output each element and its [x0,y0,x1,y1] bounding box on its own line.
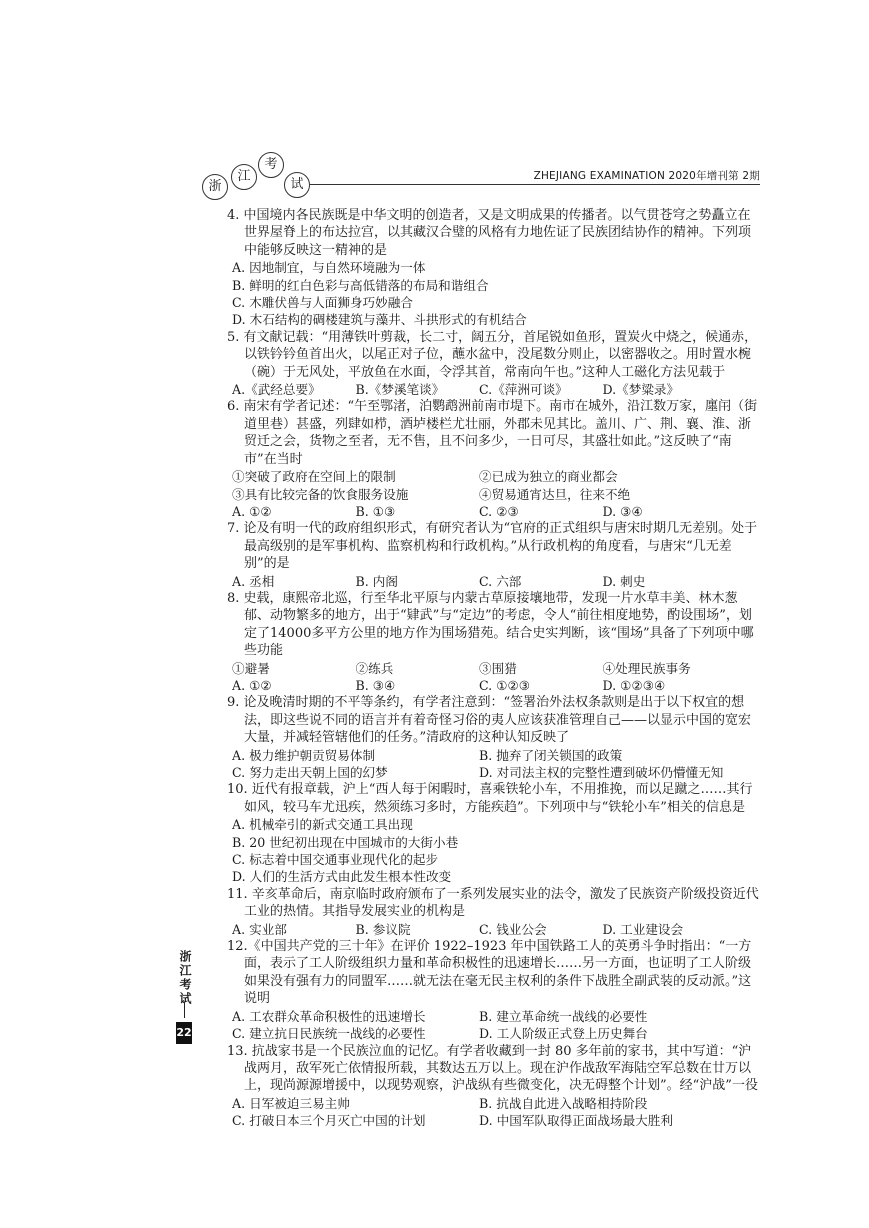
option-row [227,677,763,694]
answer-option: B. 鲜明的红白色彩与高低错落的布局和谐组合 [232,277,489,293]
answer-option: D. 工人阶级正式登上历史舞台 [479,1026,648,1042]
question-11 [227,886,763,938]
answer-option: D. 刺史 [602,573,646,589]
statement-item: ①避暑 [232,660,270,676]
answer-option: D. 中国军队取得正面战场最大胜利 [479,1113,673,1129]
answer-option: C.《萍洲可谈》 [479,382,568,398]
question-stem: 8. 史载，康熙帝北巡，行至华北平原与内蒙古草原接壤地带，发现一片水草丰美、林木葱郁、动物繁多的地方，出于“肄武”与“定边”的考虑，令人“前往相度地势，酌设围场”，划定了14000多平方公里的地方作为围场猎苑。结合史实判断，该“围场”具备了下列项中哪些功能 [227,590,754,659]
answer-option: B. 建立革命统一战线的必要性 [479,1008,648,1024]
answer-option: D. ①②③④ [602,677,666,693]
answer-option: C. 努力走出天朝上国的幻梦 [232,765,388,780]
answer-option: A.《武经总要》 [232,382,321,398]
question-stem: 7. 论及有明一代的政府组织形式，有研究者认为“官府的正式组织与唐宋时期几无差别。处于最高级别的是军事机构、监察机构和行政机构。”从行政机构的角度看，与唐宋“几无差别”的是 [227,521,758,572]
option-row [227,747,763,764]
answer-option: C. ①②③ [479,677,531,693]
answer-option: B. ①③ [355,503,396,519]
question-stem: 5. 有文献记载：“用薄铁叶剪裁，长二寸，阔五分，首尾锐如鱼形，置炭火中烧之，候通赤，以铁钤钤鱼首出火，以尾正对子位，蘸水盆中，没尾数分则止，以密器收之。用时置水椀（碗）于无风处，平放鱼在水面，令浮其首，常南向午也。”这种人工磁化方法见载于 [227,329,758,380]
answer-option: A. ①② [232,503,272,519]
option-row [227,921,763,938]
option-row [227,764,763,781]
header-rule [310,184,760,185]
answer-option: D. 对司法主权的完整性遭到破坏仍懵懂无知 [479,765,724,780]
option-row [227,1008,763,1025]
journal-logo [200,157,320,202]
answer-option: A. ①② [232,677,272,693]
answer-option: D. 木石结构的碉楼建筑与藻井、斗拱形式的有机结合 [232,312,527,328]
answer-option: B. 抗战自此进入战略相持阶段 [479,1095,648,1111]
question-4 [227,207,763,329]
statement-item: ③具有比较完备的饮食服务设施 [232,486,409,502]
question-stem: 12.《中国共产党的三十年》在评价 1922–1923 年中国铁路工人的英勇斗争时指出：“一方面，表示了工人阶级组织力量和革命积极性的迅速增长……另一方面，也证明了工人阶级如果没有强有力的同盟军……就无法在毫无民主权利的条件下战胜全副武装的反动派。”这说明 [227,939,752,1007]
answer-option: C. 六部 [479,573,522,589]
statement-row [227,468,763,485]
answer-option: C. ②③ [479,503,519,519]
answer-option: D. 工业建设会 [602,921,684,937]
option-row [227,573,763,590]
question-12 [227,938,763,1042]
option-row [227,1095,763,1112]
option-row [227,503,763,520]
logo-seal-2: 江 [231,164,257,190]
logo-seal-3: 考 [258,152,284,178]
answer-option: B. 参议院 [355,921,411,937]
answer-option: A. 极力维护朝贡贸易体制 [232,747,376,763]
answer-option: C. 木雕伏兽与人面狮身巧妙融合 [232,295,413,311]
answer-option: D. ③④ [602,503,643,519]
page-number: 22 [176,1022,192,1044]
answer-option: C. 打破日本三个月灭亡中国的计划 [232,1113,426,1129]
question-8 [227,590,763,694]
question-list [227,207,763,1130]
statement-item: ③围猎 [479,660,517,676]
question-10 [227,781,763,885]
answer-option: B.《梦溪笔谈》 [355,382,445,398]
question-5 [227,329,763,399]
statement-item: ②已成为独立的商业都会 [479,469,618,485]
statement-row [227,660,763,677]
question-stem: 11. 辛亥革命后，南京临时政府颁布了一系列发展实业的法令，激发了民族资产阶级投资近代工业的热情。其指导发展实业的机构是 [227,886,759,920]
answer-option: D. 人们的生活方式由此发生根本性改变 [232,869,452,885]
answer-option: A. 机械牵引的新式交通工具出现 [232,817,413,833]
answer-option: B. ③④ [355,677,396,693]
answer-option: C. 建立抗日民族统一战线的必要性 [232,1026,426,1042]
option-row [227,381,763,398]
journal-info: ZHEJIANG EXAMINATION 2020年增刊第 2期 [533,170,760,182]
answer-option: B. 20 世纪初出现在中国城市的大街小巷 [232,834,459,850]
answer-option: A. 因地制宜，与自然环境融为一体 [232,260,426,276]
logo-seal-1: 浙 [202,174,228,200]
answer-option: A. 丞相 [232,573,275,589]
statement-item: ②练兵 [355,660,394,676]
question-6 [227,398,763,520]
logo-seal-4: 试 [284,172,310,198]
page-header [200,157,760,202]
answer-option: A. 实业部 [232,921,287,937]
option-row [227,1112,763,1129]
statement-item: ④贸易通宵达旦，往来不绝 [479,486,631,502]
answer-option: D.《梦粱录》 [602,382,680,398]
answer-option: B. 抛弃了闭关锁国的政策 [479,747,623,763]
answer-option: C. 钱业公会 [479,921,547,937]
question-stem: 9. 论及晚清时期的不平等条约，有学者注意到：“签署治外法权条款则是出于以下权宜的想法，即这些说不同的语言并有着奇怪习俗的夷人应该获准管理自己——以显示中国的宽宏大量，并减轻管辖他们的任务。”清政府的这种认知反映了 [227,695,752,746]
statement-item: ④处理民族事务 [602,660,691,676]
question-stem: 13. 抗战家书是一个民族泣血的记忆。有学者收藏到一封 80 多年前的家书，其中写道：“沪战两月，敌军死亡依情报所载，其数达五万以上。现在沪作战敌军海陆空军总数在廿万以上，现尚源源增援中，以现势观察，沪战纵有些微变化，决无碍整个计划”。经“沪战”一役 [227,1043,758,1094]
answer-option: A. 日军被迫三易主帅 [232,1095,350,1111]
question-7 [227,520,763,590]
question-9 [227,694,763,781]
option-row [227,1025,763,1042]
side-divider [184,1002,185,1018]
question-stem: 4. 中国境内各民族既是中华文明的创造者，又是文明成果的传播者。以气贯苍穹之势矗立在世界屋脊上的布达拉宫，以其藏汉合璧的风格有力地佐证了民族团结协作的精神。下列项中能够反映这一精神的是 [227,208,752,258]
answer-option: C. 标志着中国交通事业现代化的起步 [232,852,439,868]
question-13 [227,1043,763,1130]
statement-row [227,486,763,503]
answer-option: A. 工农群众革命积极性的迅速增长 [232,1008,426,1024]
statement-item: ①突破了政府在空间上的限制 [232,469,396,485]
question-stem: 10. 近代有报章载，沪上“西人每于闲暇时，喜乘铁轮小车，不用推挽，而以足蹴之……其行如风，较马车尤迅疾，然须练习多时，方能疾趋”。下列项中与“铁轮小车”相关的信息是 [227,782,753,815]
side-journal-label: 浙江考试 [178,950,192,1006]
question-stem: 6. 南宋有学者记述：“午至鄂渚，泊鹦鹉洲前南市堤下。南市在城外，沿江数万家，廛闬（街道里巷）甚盛，列肆如栉，酒垆楼栏尤壮丽，外郡未见其比。盖川、广、荆、襄、淮、浙贸迁之会，货物之至者，无不售，且不问多少，一日可尽，其盛壮如此。”这反映了“南市”在当时 [227,399,758,467]
answer-option: B. 内阁 [355,573,398,589]
